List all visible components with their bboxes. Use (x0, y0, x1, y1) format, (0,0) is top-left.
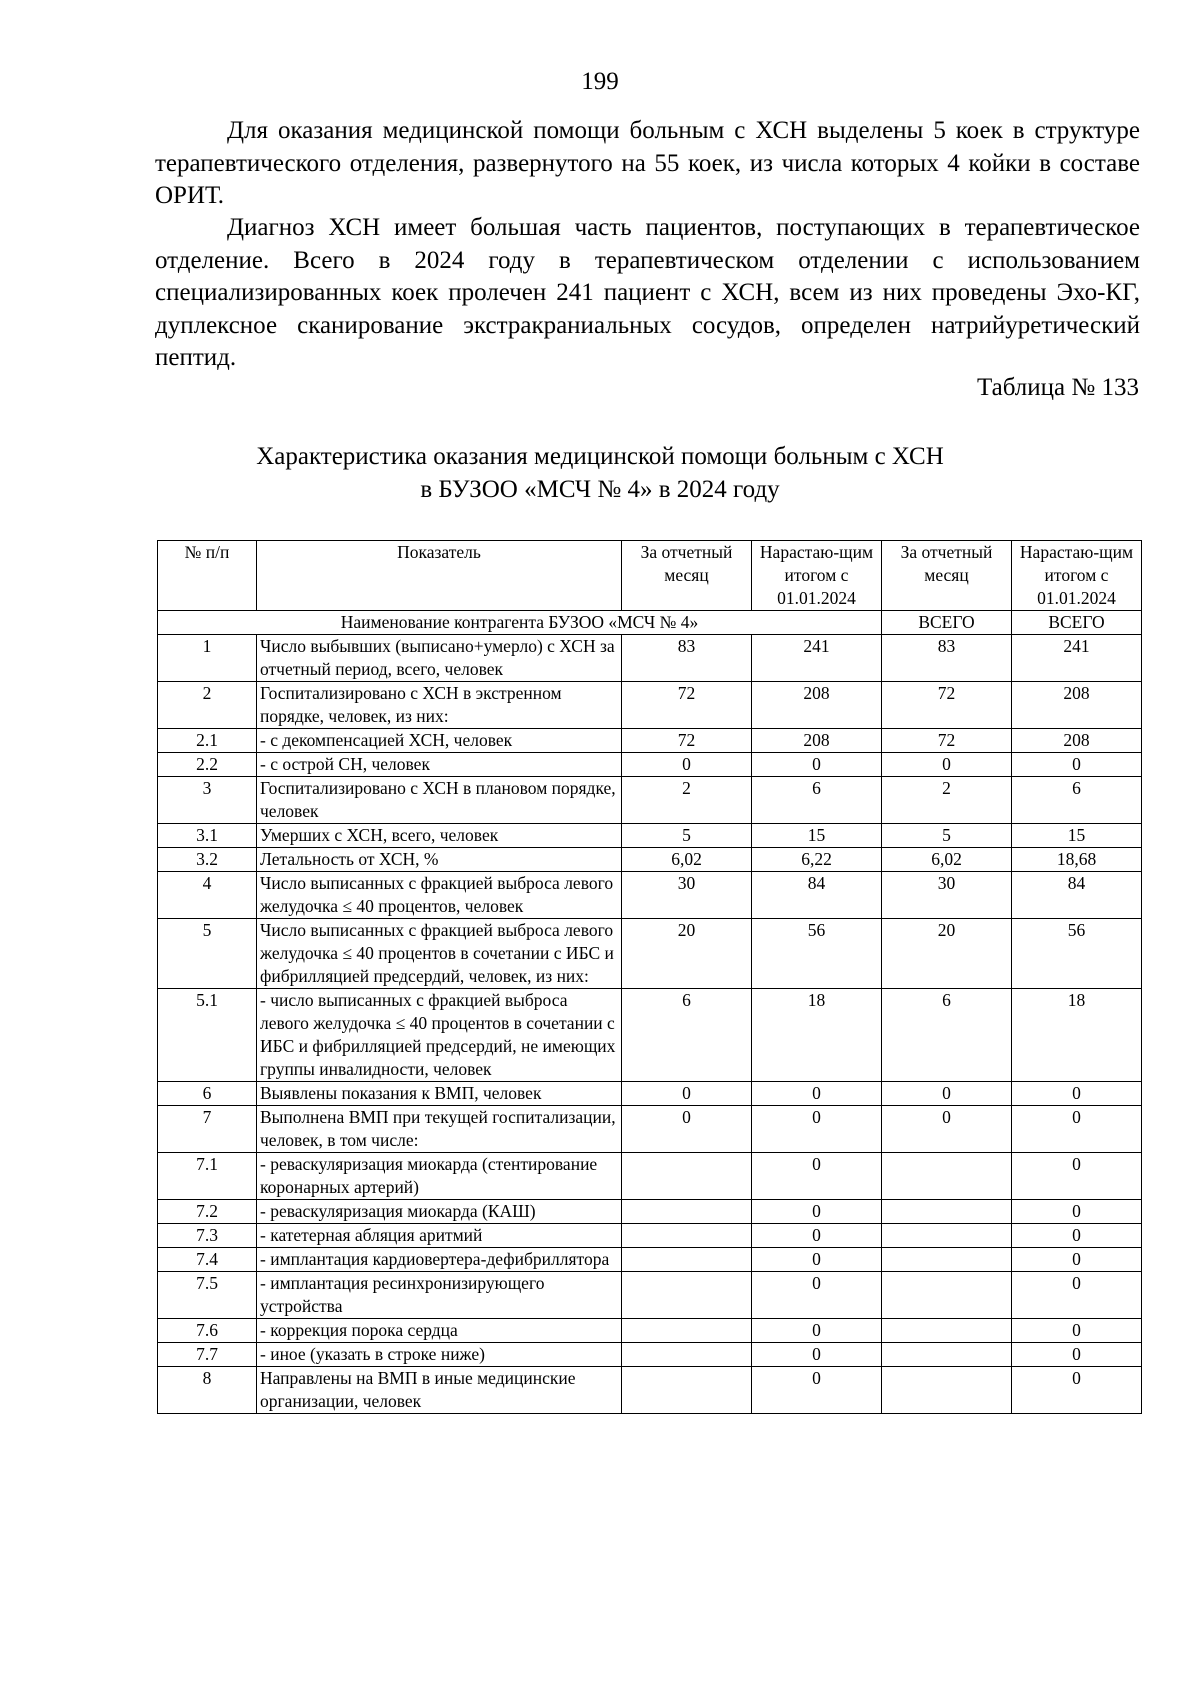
row-indicator: Число выписанных с фракцией выброса левого желудочка ≤ 40 процентов в сочетании с ИБС и фибрилляцией предсердий, человек, из них: (257, 919, 622, 989)
row-cumulative-value: 0 (752, 1248, 882, 1272)
org-total-1: ВСЕГО (882, 611, 1012, 635)
row-cumulative-value: 0 (752, 1153, 882, 1200)
row-indicator: - реваскуляризация миокарда (КАШ) (257, 1200, 622, 1224)
table-row (158, 1082, 1142, 1106)
row-month-value (622, 1153, 752, 1200)
row-cumulative-total-value: 0 (1012, 1367, 1142, 1414)
row-cumulative-total-value: 0 (1012, 1272, 1142, 1319)
row-indicator: Летальность от ХСН, % (257, 848, 622, 872)
row-number: 3 (158, 777, 257, 824)
table-row (158, 1106, 1142, 1153)
row-cumulative-value: 241 (752, 635, 882, 682)
header-month: За отчетный месяц (622, 541, 752, 611)
row-month-value: 0 (622, 1106, 752, 1153)
row-indicator: - реваскуляризация миокарда (стентирование коронарных артерий) (257, 1153, 622, 1200)
row-number: 4 (158, 872, 257, 919)
row-month-value: 5 (622, 824, 752, 848)
row-month-total-value: 6,02 (882, 848, 1012, 872)
row-cumulative-total-value: 208 (1012, 729, 1142, 753)
row-cumulative-value: 0 (752, 1272, 882, 1319)
row-month-value (622, 1248, 752, 1272)
row-cumulative-value: 15 (752, 824, 882, 848)
org-total-2: ВСЕГО (1012, 611, 1142, 635)
row-month-value (622, 1272, 752, 1319)
table-row (158, 1343, 1142, 1367)
paragraph-diagnosis: Диагноз ХСН имеет большая часть пациентов, поступающих в терапевтическое отделение. Всего в 2024 году в терапевтическом отделении с использованием специализированных коек пролечен 241 пациент с ХСН, всем из них проведены Эхо-КГ, дуплексное сканирование экстракраниальных сосудов, определен натрийуретический пептид. (155, 214, 1140, 371)
row-indicator: - число выписанных с фракцией выброса левого желудочка ≤ 40 процентов в сочетании с ИБС и фибрилляцией предсердий, не имеющих группы инвалидности, человек (257, 989, 622, 1082)
header-cumulative: Нарастаю-щим итогом с 01.01.2024 (752, 541, 882, 611)
table-row (158, 919, 1142, 989)
row-number: 2.2 (158, 753, 257, 777)
hf-care-table (157, 540, 1142, 1414)
row-cumulative-total-value: 0 (1012, 1082, 1142, 1106)
table-row (158, 824, 1142, 848)
row-indicator: - катетерная абляция аритмий (257, 1224, 622, 1248)
table-row (158, 753, 1142, 777)
row-cumulative-value: 208 (752, 729, 882, 753)
row-number: 3.1 (158, 824, 257, 848)
table-caption (0, 440, 1200, 506)
row-cumulative-value: 0 (752, 1106, 882, 1153)
row-cumulative-total-value: 0 (1012, 1343, 1142, 1367)
row-month-total-value: 0 (882, 1082, 1012, 1106)
row-number: 7.1 (158, 1153, 257, 1200)
row-number: 5.1 (158, 989, 257, 1082)
row-cumulative-total-value: 18 (1012, 989, 1142, 1082)
row-month-value: 72 (622, 729, 752, 753)
row-month-value (622, 1319, 752, 1343)
row-number: 7.7 (158, 1343, 257, 1367)
header-cumulative-total: Нарастаю-щим итогом с 01.01.2024 (1012, 541, 1142, 611)
row-month-total-value: 83 (882, 635, 1012, 682)
row-number: 2.1 (158, 729, 257, 753)
row-number: 7.2 (158, 1200, 257, 1224)
row-month-total-value: 20 (882, 919, 1012, 989)
row-cumulative-total-value: 208 (1012, 682, 1142, 729)
row-cumulative-total-value: 241 (1012, 635, 1142, 682)
header-month-total: За отчетный месяц (882, 541, 1012, 611)
row-cumulative-value: 56 (752, 919, 882, 989)
table-row (158, 635, 1142, 682)
row-cumulative-total-value: 0 (1012, 1106, 1142, 1153)
org-row (158, 611, 1142, 635)
row-indicator: Госпитализировано с ХСН в экстренном порядке, человек, из них: (257, 682, 622, 729)
row-month-total-value: 72 (882, 682, 1012, 729)
row-indicator: - коррекция порока сердца (257, 1319, 622, 1343)
row-number: 7.3 (158, 1224, 257, 1248)
row-month-total-value (882, 1153, 1012, 1200)
row-indicator: - с декомпенсацией ХСН, человек (257, 729, 622, 753)
row-indicator: Умерших с ХСН, всего, человек (257, 824, 622, 848)
row-cumulative-total-value: 0 (1012, 1248, 1142, 1272)
row-number: 7 (158, 1106, 257, 1153)
row-cumulative-value: 18 (752, 989, 882, 1082)
row-month-total-value: 0 (882, 1106, 1012, 1153)
row-cumulative-total-value: 6 (1012, 777, 1142, 824)
header-num: № п/п (158, 541, 257, 611)
table-row (158, 989, 1142, 1082)
row-month-total-value (882, 1224, 1012, 1248)
row-month-total-value: 72 (882, 729, 1012, 753)
row-month-total-value: 6 (882, 989, 1012, 1082)
row-cumulative-total-value: 0 (1012, 1153, 1142, 1200)
row-month-value: 6 (622, 989, 752, 1082)
row-indicator: Направлены на ВМП в иные медицинские организации, человек (257, 1367, 622, 1414)
table-row (158, 729, 1142, 753)
row-month-value (622, 1343, 752, 1367)
row-cumulative-value: 0 (752, 1224, 882, 1248)
table-row (158, 1319, 1142, 1343)
org-label: Наименование контрагента БУЗОО «МСЧ № 4» (158, 611, 882, 635)
table-caption-line-2: в БУЗОО «МСЧ № 4» в 2024 году (420, 476, 780, 503)
table-row (158, 872, 1142, 919)
row-month-value: 0 (622, 1082, 752, 1106)
row-cumulative-total-value: 0 (1012, 1200, 1142, 1224)
table-row (158, 1224, 1142, 1248)
row-number: 7.4 (158, 1248, 257, 1272)
table-row (158, 1200, 1142, 1224)
row-indicator: Число выписанных с фракцией выброса левого желудочка ≤ 40 процентов, человек (257, 872, 622, 919)
row-cumulative-value: 0 (752, 1082, 882, 1106)
row-cumulative-total-value: 56 (1012, 919, 1142, 989)
row-month-value: 2 (622, 777, 752, 824)
table-row (158, 848, 1142, 872)
table-row (158, 1248, 1142, 1272)
row-number: 7.6 (158, 1319, 257, 1343)
row-cumulative-value: 0 (752, 1343, 882, 1367)
row-month-value (622, 1200, 752, 1224)
row-indicator: Выполнена ВМП при текущей госпитализации, человек, в том числе: (257, 1106, 622, 1153)
table-caption-line-1: Характеристика оказания медицинской помощи больным с ХСН (256, 443, 944, 470)
row-number: 1 (158, 635, 257, 682)
row-month-value (622, 1224, 752, 1248)
row-indicator: - с острой СН, человек (257, 753, 622, 777)
row-number: 7.5 (158, 1272, 257, 1319)
row-number: 3.2 (158, 848, 257, 872)
table-header-row (158, 541, 1142, 611)
row-cumulative-value: 0 (752, 1200, 882, 1224)
table-body (158, 635, 1142, 1414)
row-month-total-value (882, 1248, 1012, 1272)
row-cumulative-value: 0 (752, 753, 882, 777)
row-month-total-value (882, 1200, 1012, 1224)
row-cumulative-total-value: 0 (1012, 753, 1142, 777)
row-cumulative-total-value: 0 (1012, 1224, 1142, 1248)
row-month-total-value (882, 1272, 1012, 1319)
row-cumulative-value: 208 (752, 682, 882, 729)
row-cumulative-total-value: 18,68 (1012, 848, 1142, 872)
row-indicator: Выявлены показания к ВМП, человек (257, 1082, 622, 1106)
row-number: 2 (158, 682, 257, 729)
paragraph-beds: Для оказания медицинской помощи больным с ХСН выделены 5 коек в структуре терапевтического отделения, развернутого на 55 коек, из числа которых 4 койки в составе ОРИТ. (155, 117, 1140, 209)
row-indicator: - имплантация кардиовертера-дефибриллятора (257, 1248, 622, 1272)
table-row (158, 682, 1142, 729)
row-number: 5 (158, 919, 257, 989)
row-month-total-value (882, 1319, 1012, 1343)
row-cumulative-value: 0 (752, 1367, 882, 1414)
row-month-total-value: 5 (882, 824, 1012, 848)
row-cumulative-value: 6 (752, 777, 882, 824)
row-month-value: 20 (622, 919, 752, 989)
row-month-total-value: 0 (882, 753, 1012, 777)
row-month-total-value: 30 (882, 872, 1012, 919)
table-row (158, 1272, 1142, 1319)
page-number: 199 (581, 68, 619, 95)
row-month-value: 83 (622, 635, 752, 682)
row-indicator: - имплантация ресинхронизирующего устройства (257, 1272, 622, 1319)
row-indicator: Число выбывших (выписано+умерло) с ХСН за отчетный период, всего, человек (257, 635, 622, 682)
row-indicator: - иное (указать в строке ниже) (257, 1343, 622, 1367)
row-month-total-value (882, 1367, 1012, 1414)
row-month-total-value: 2 (882, 777, 1012, 824)
table-row (158, 1367, 1142, 1414)
table-row (158, 777, 1142, 824)
row-month-value (622, 1367, 752, 1414)
row-number: 8 (158, 1367, 257, 1414)
row-cumulative-total-value: 0 (1012, 1319, 1142, 1343)
row-cumulative-total-value: 84 (1012, 872, 1142, 919)
row-month-value: 0 (622, 753, 752, 777)
row-cumulative-value: 0 (752, 1319, 882, 1343)
table-label: Таблица № 133 (976, 374, 1139, 401)
row-month-value: 72 (622, 682, 752, 729)
row-month-total-value (882, 1343, 1012, 1367)
row-cumulative-value: 6,22 (752, 848, 882, 872)
row-month-value: 30 (622, 872, 752, 919)
table-row (158, 1153, 1142, 1200)
row-cumulative-value: 84 (752, 872, 882, 919)
row-cumulative-total-value: 15 (1012, 824, 1142, 848)
row-indicator: Госпитализировано с ХСН в плановом порядке, человек (257, 777, 622, 824)
row-number: 6 (158, 1082, 257, 1106)
row-month-value: 6,02 (622, 848, 752, 872)
header-indicator: Показатель (257, 541, 622, 611)
